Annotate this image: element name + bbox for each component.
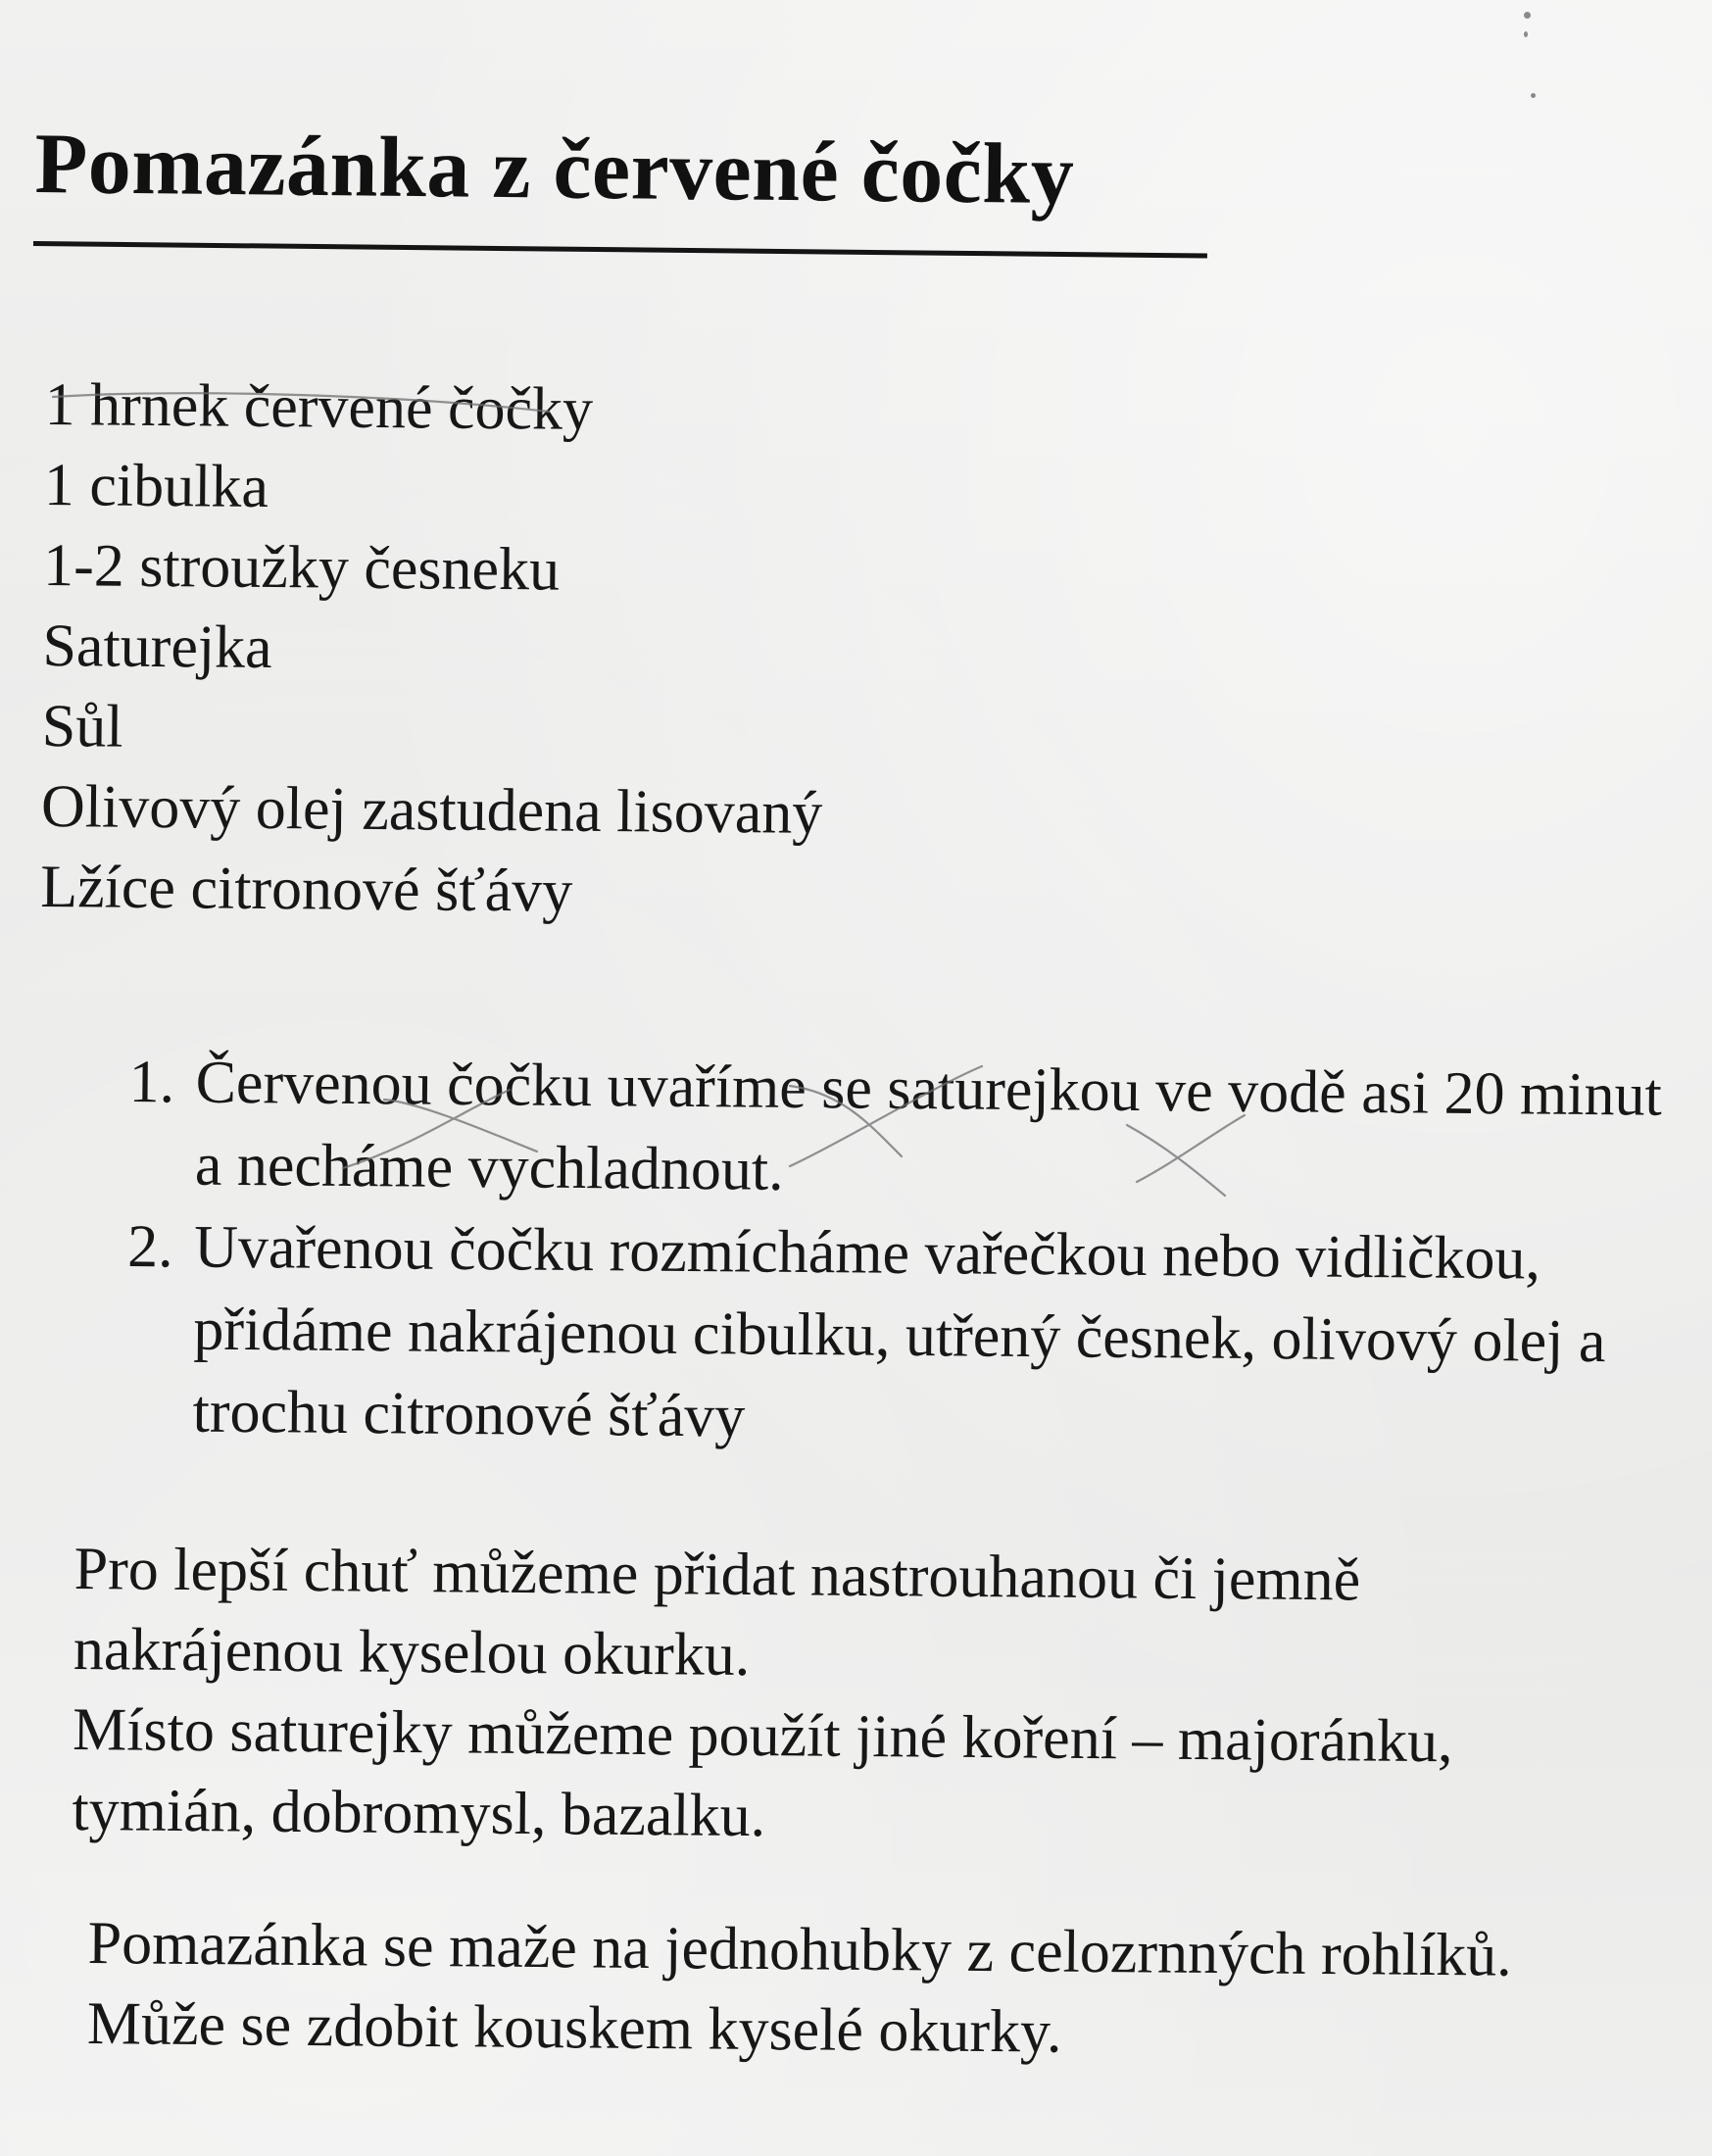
step-item bbox=[128, 1041, 1666, 1219]
step-text: Uvařenou čočku rozmícháme vařečkou nebo vidličkou, přidáme nakrájenou cibulku, utřený česnek, olivový olej a trochu citronové šťávy bbox=[192, 1213, 1606, 1450]
step-item bbox=[125, 1205, 1664, 1466]
tips-block bbox=[72, 1529, 1603, 1864]
step-text: Červenou čočku uvaříme se saturejkou ve vodě asi 20 minut a necháme vychladnout. bbox=[194, 1049, 1663, 1203]
paper-speck bbox=[1531, 93, 1536, 98]
step-number: 2. bbox=[126, 1212, 173, 1281]
paper-speck bbox=[1524, 31, 1528, 37]
ingredient-item: 1 cibulka bbox=[43, 451, 269, 520]
tip-text: Místo saturejky můžeme použít jiné koření – majoránku, tymián, dobromysl, bazalku. bbox=[72, 1695, 1453, 1850]
step-number: 1. bbox=[128, 1048, 175, 1116]
title-underline bbox=[33, 241, 1207, 259]
ingredient-item: Sůl bbox=[41, 692, 123, 760]
paper-speck bbox=[1524, 12, 1531, 19]
serving-note: Pomazánka se maže na jednohubky z celozrnných rohlíků. Může se zdobit kouskem kyselé okurky. bbox=[86, 1909, 1512, 2066]
ingredient-item: 1 hrnek červené čočky bbox=[44, 370, 594, 443]
ingredient-item: Lžíce citronové šťávy bbox=[40, 853, 573, 925]
tip-text: Pro lepší chuť můžeme přidat nastrouhanou či jemně nakrájenou kyselou okurku. bbox=[73, 1535, 1361, 1690]
ingredient-item: Saturejka bbox=[42, 612, 272, 682]
ingredient-list bbox=[40, 365, 826, 934]
ingredient-item: Olivový olej zastudena lisovaný bbox=[40, 772, 823, 847]
recipe-title: Pomazánka z červené čočky bbox=[33, 117, 1075, 223]
ingredient-item: 1-2 stroužky česneku bbox=[42, 531, 561, 604]
step-list bbox=[125, 1041, 1666, 1466]
